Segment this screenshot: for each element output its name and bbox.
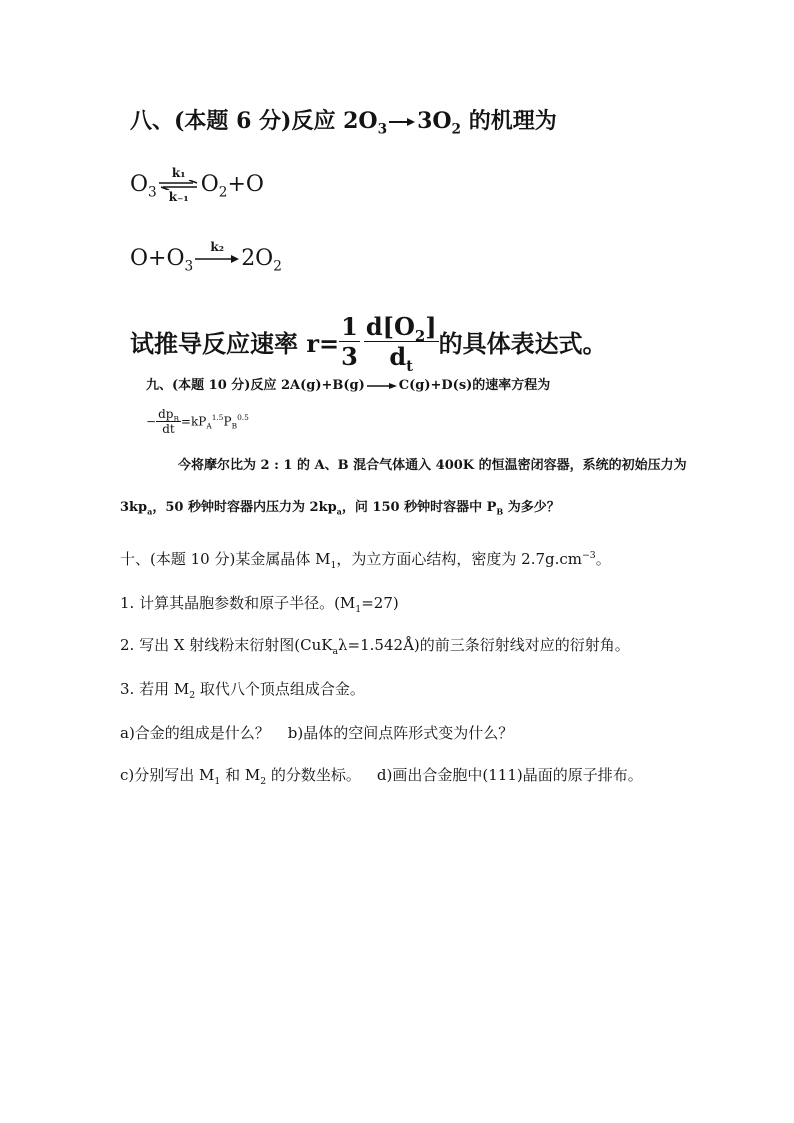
q9-paragraph-line-2: $3kp_a$，50 秒钟时容器内压力为 $2kp_a$，问 150 秒钟时容器中 $P_B$ 为多少？ bbox=[120, 500, 560, 517]
q10-item-2: 2. 写出 X 射线粉末衍射图(CuK$_a$λ=1.542Å)的前三条衍射线对应的衍射角。 bbox=[120, 636, 630, 657]
q10-subitems-ab bbox=[120, 722, 513, 743]
q9-rate-equation: − $\frac{dp_B}{dt}$ $=kP_A^{1.5}P_B^{0.5}$ bbox=[146, 407, 249, 436]
reaction-arrow-icon bbox=[367, 382, 397, 390]
q8-equation-1: $O_3$ k₁ k₋₁ $O_2+O$ bbox=[130, 166, 264, 204]
q10-subitem-d: d)画出合金胞中(111)晶面的原子排布。 bbox=[376, 766, 643, 784]
q10-subitem-b: b)晶体的空间点阵形式变为什么？ bbox=[287, 724, 514, 742]
q8-equation-2: $O+O_3$ k₂ $2O_2$ bbox=[130, 240, 282, 278]
q10-subitem-c: c)分别写出 $M_1$ 和 $M_2$ 的分数坐标。 bbox=[120, 766, 361, 787]
q10-heading: 十、(本题 10 分)某金属晶体 $M_1$，为立方面心结构，密度为 $2.7g.cm^{-3}$。 bbox=[120, 550, 611, 571]
q10-subitems-cd bbox=[120, 764, 643, 785]
equilibrium-arrow-icon: k₁ k₋₁ bbox=[159, 166, 199, 204]
q10-item-3: 3. 若用 $M_2$ 取代八个顶点组成合金。 bbox=[120, 680, 365, 701]
fraction-dpB-dt: $\frac{dp_B}{dt}$ bbox=[158, 407, 179, 436]
q9-heading: 九、(本题 10 分)反应 2A(g)+B(g) C(g)+D(s)的速率方程为 bbox=[146, 378, 551, 393]
q10-subitem-a: a)合金的组成是什么？ bbox=[120, 724, 270, 742]
q10-item-1: 1. 计算其晶胞参数和原子半径。$(M_1=27)$ bbox=[120, 594, 399, 615]
reaction-arrow-icon bbox=[389, 117, 415, 127]
q8-heading: 八、(本题 6 分)反应 $2O_3$ $3O_2$ 的机理为 bbox=[130, 108, 557, 138]
q9-paragraph-line-1: 今将摩尔比为 2 : 1 的 A、B 混合气体通入 400K 的恒温密闭容器，系统的初始压力为 bbox=[178, 458, 687, 473]
reaction-arrow-icon: k₂ bbox=[195, 240, 239, 278]
fraction-one-third: $\frac{1}{3}$ bbox=[341, 312, 358, 371]
fraction-dO2-dt: $\frac{d[O_2]}{d_t}$ bbox=[365, 312, 437, 375]
q8-derive-rate: 试推导反应速率 r= $\frac{1}{3}$ $\frac{d[O_2]}{d_t}$ 的具体表达式。 bbox=[130, 312, 607, 375]
